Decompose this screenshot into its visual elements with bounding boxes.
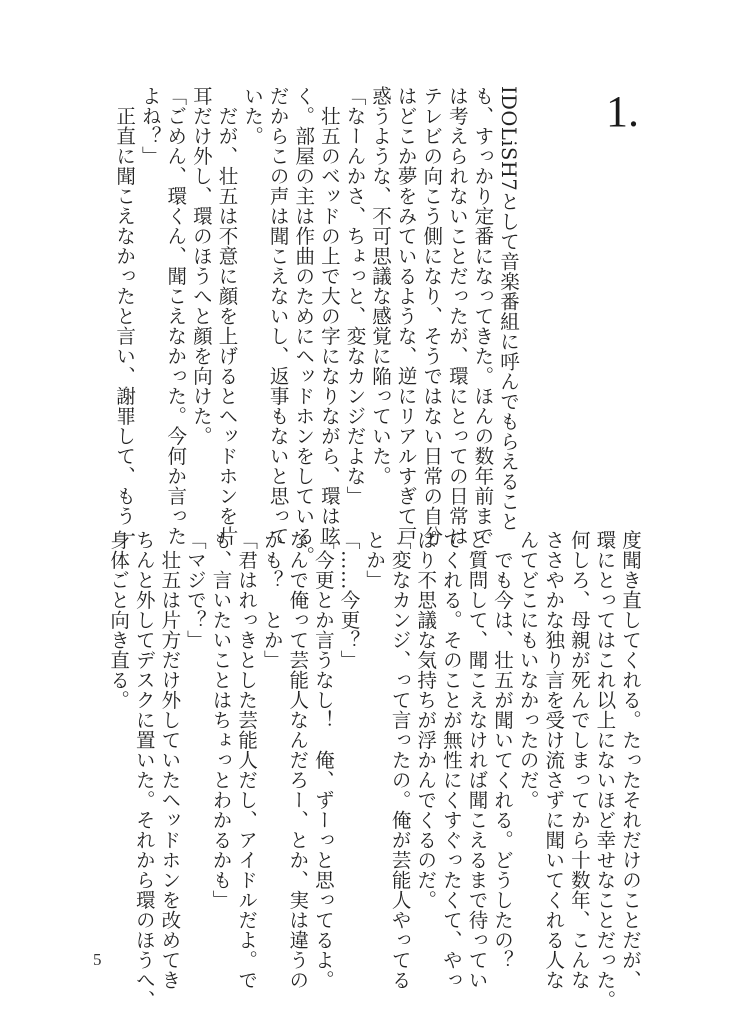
text-line: なんで俺って芸能人なんだろー、とか、実は違うの <box>286 530 310 990</box>
text-line: 正直に聞こえなかったと言い、謝罪して、もう一 <box>113 86 137 546</box>
text-line: 「今更とか言うなし！ 俺、ずーっと思ってるよ。 <box>311 530 335 990</box>
text-line: んてどこにもいなかったのだ。 <box>516 530 540 810</box>
text-line: 「……今更？」 <box>337 530 361 670</box>
text-line: も、すっかり定番になってきた。ほんの数年前まで <box>471 86 495 546</box>
text-line: も、言いたいことはちょっとわかるかも」 <box>209 530 233 910</box>
text-line: よね？」 <box>138 86 162 166</box>
text-line: はどこか夢をみているような、逆にリアルすぎて戸 <box>394 86 418 546</box>
text-line: でも今は、壮五が聞いてくれる。どうしたの？ <box>491 530 515 970</box>
text-line: 耳だけ外し、環のほうへと顔を向けた。 <box>189 86 213 446</box>
text-line: 壮五は片方だけ外していたヘッドホンを改めてき <box>158 530 182 990</box>
text-line: と質問して、聞こえなければ聞こえるまで待ってい <box>465 530 489 990</box>
text-line: は考えられないことだったが、環にとっての日常は <box>445 86 469 546</box>
text-line: ささやかな独り言を受け流さずに聞いてくれる人な <box>542 530 566 990</box>
body-text-lower <box>106 530 643 1010</box>
text-line: ちんと外してデスクに置いた。それから環のほうへ、 <box>132 530 156 1010</box>
text-line: 身体ごと向き直る。 <box>107 530 131 710</box>
text-line: 何しろ、母親が死んでしまってから十数年、こんな <box>567 530 591 990</box>
text-line: IDOLiSH7として音楽番組に呼んでもらえること <box>497 86 520 532</box>
text-line: 「なーんかさ、ちょっと、変なカンジだよな」 <box>343 86 367 506</box>
text-line: 「変なカンジ、って言ったの。俺が芸能人やってる <box>388 530 412 990</box>
text-line: 環にとってはこれ以上にないほど幸せなことだった。 <box>593 530 617 1010</box>
text-line: 「マジで？」 <box>183 530 207 650</box>
text-line: く。部屋の主は作曲のためにヘッドホンをしている。 <box>292 86 316 566</box>
chapter-heading: 1. <box>606 87 639 136</box>
text-line: とか」 <box>363 530 387 590</box>
text-line: ぱり不思議な気持ちが浮かんでくるのだ。 <box>414 530 438 910</box>
text-line: 「君はれっきとした芸能人だし、アイドルだよ。で <box>235 530 259 990</box>
text-line: 惑うような、不可思議な感覚に陥っていた。 <box>369 86 393 486</box>
text-line: だからこの声は聞こえないし、返事もないと思って <box>266 86 290 546</box>
text-line: 壮五のベッドの上で大の字になりながら、環は呟 <box>317 86 341 546</box>
text-line: だが、壮五は不意に顔を上げるとヘッドホンを片 <box>215 86 239 546</box>
text-line: 「ごめん、環くん、聞こえなかった。今何か言った <box>164 86 188 546</box>
text-line: テレビの向こう側になり、そうではない日常の自分 <box>420 86 444 546</box>
text-line: 度聞き直してくれる。たったそれだけのことだが、 <box>619 530 642 990</box>
text-line: かも？ とか」 <box>260 530 284 670</box>
text-line: てくれる。そのことが無性にくすぐったくて、やっ <box>439 530 463 990</box>
text-line: いた。 <box>241 86 265 146</box>
page-number: 5 <box>93 950 102 969</box>
